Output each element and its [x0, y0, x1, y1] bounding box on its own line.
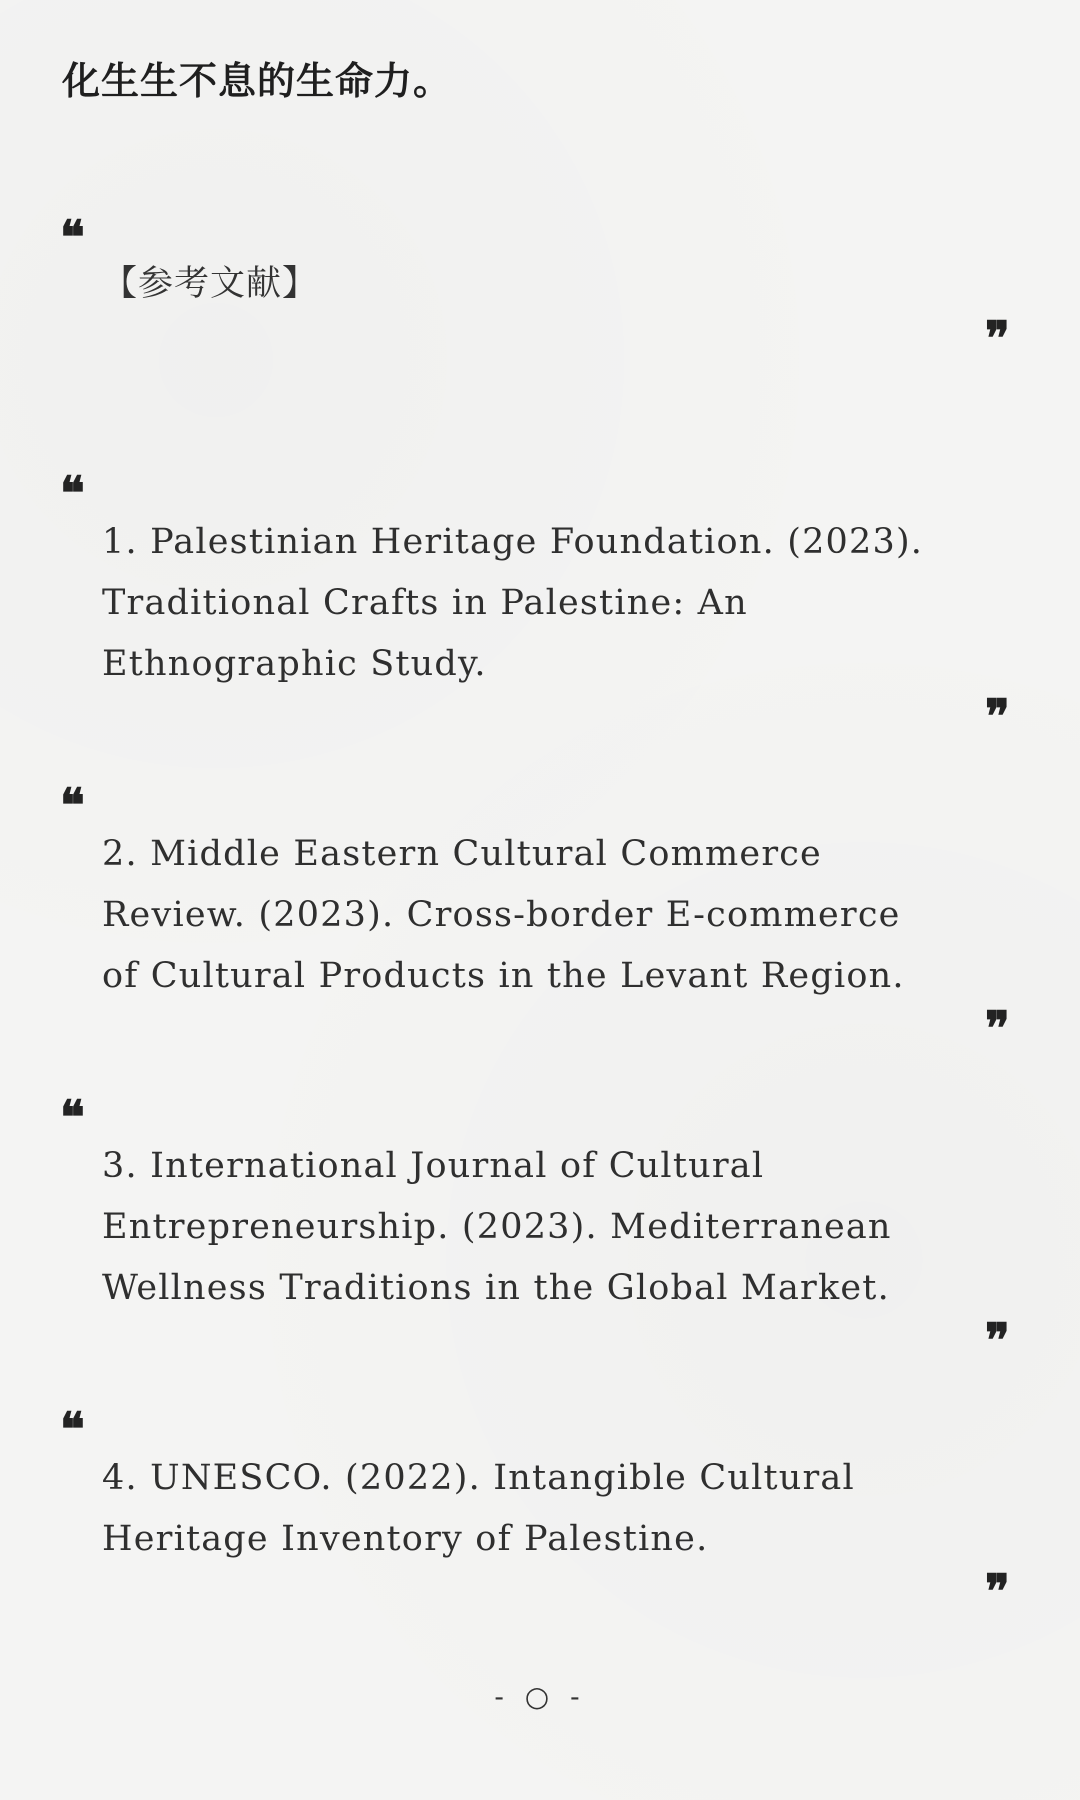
reference-text-2: 2. Middle Eastern Cultural Commerce Review. (2023). Cross-border E-commerce of Cultural Products in the Levant Region.: [102, 834, 913, 996]
close-quote-icon: ❞: [985, 1001, 1010, 1055]
close-quote-icon: ❞: [985, 1564, 1010, 1618]
reference-text-1: 1. Palestinian Heritage Foundation. (2023). Traditional Crafts in Palestine: An Ethnographic Study.: [102, 522, 936, 684]
body-text-line: 化生生不息的生命力。: [62, 58, 453, 103]
open-quote-icon: ❝: [60, 210, 85, 264]
reference-text-3: 3. International Journal of Cultural Entrepreneurship. (2023). Mediterranean Wellness Traditions in the Global Market.: [102, 1146, 905, 1308]
close-quote-icon: ❞: [985, 1313, 1010, 1367]
close-quote-icon: ❞: [985, 689, 1010, 743]
open-quote-icon: ❝: [60, 778, 85, 832]
open-quote-icon: ❝: [60, 1402, 85, 1456]
reference-text-4: 4. UNESCO. (2022). Intangible Cultural Heritage Inventory of Palestine.: [102, 1458, 868, 1559]
open-quote-icon: ❝: [60, 466, 85, 520]
page-indicator: - ○ -: [494, 1680, 586, 1713]
references-heading: 【参考文献】: [102, 264, 319, 304]
close-quote-icon: ❞: [985, 311, 1010, 365]
open-quote-icon: ❝: [60, 1090, 85, 1144]
